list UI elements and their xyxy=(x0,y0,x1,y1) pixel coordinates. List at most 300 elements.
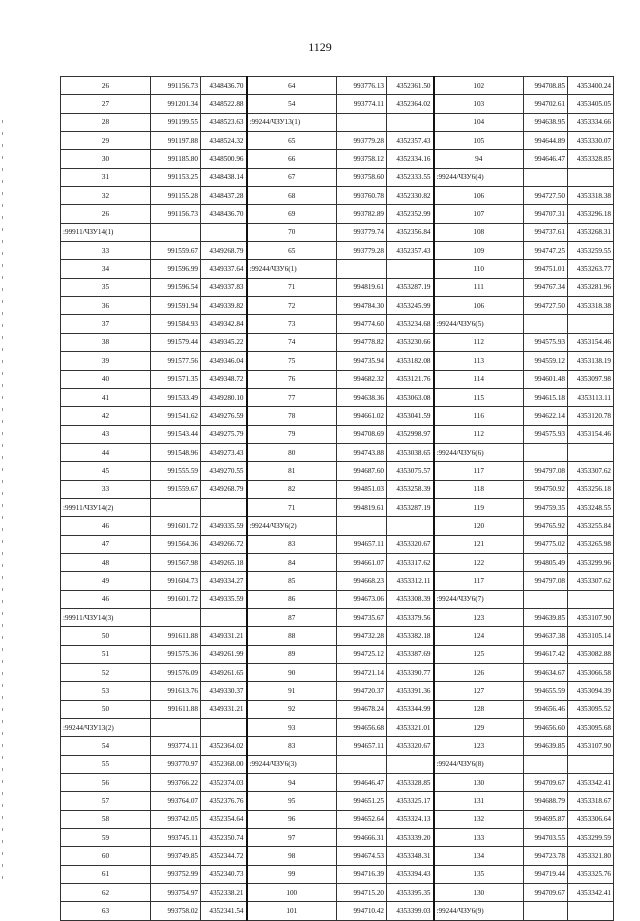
table-row xyxy=(61,645,614,663)
x-coordinate-cell: 993776.13 xyxy=(337,77,387,95)
point-number-cell: 47 xyxy=(61,535,151,553)
point-number-cell: 131 xyxy=(434,792,524,810)
table-row xyxy=(61,627,614,645)
point-number-cell: 32 xyxy=(61,187,151,205)
parcel-label: :99244/ЧЗУ6(9) xyxy=(434,902,524,920)
x-coordinate-cell: 994651.25 xyxy=(337,792,387,810)
x-coordinate-cell: 991596.54 xyxy=(151,278,201,296)
x-coordinate-cell: 991185.80 xyxy=(151,150,201,168)
y-coordinate-cell: 4349266.72 xyxy=(201,535,247,553)
y-coordinate-cell xyxy=(201,608,247,626)
x-coordinate-cell: 994720.37 xyxy=(337,682,387,700)
y-coordinate-cell: 4353038.65 xyxy=(387,443,434,461)
x-coordinate-cell: 994652.64 xyxy=(337,810,387,828)
table-row xyxy=(61,278,614,296)
y-coordinate-cell: 4353382.18 xyxy=(387,627,434,645)
point-number-cell: 81 xyxy=(247,462,337,480)
x-coordinate-cell: 991584.93 xyxy=(151,315,201,333)
table-row xyxy=(61,315,614,333)
point-number-cell: 130 xyxy=(434,884,524,902)
x-coordinate-cell: 993779.74 xyxy=(337,223,387,241)
y-coordinate-cell: 4349337.64 xyxy=(201,260,247,278)
y-coordinate-cell: 4353255.84 xyxy=(568,517,614,535)
x-coordinate-cell: 994637.38 xyxy=(524,627,568,645)
point-number-cell: 74 xyxy=(247,333,337,351)
y-coordinate-cell: 4353281.96 xyxy=(568,278,614,296)
point-number-cell: 43 xyxy=(61,425,151,443)
point-number-cell: 83 xyxy=(247,535,337,553)
point-number-cell: 51 xyxy=(61,645,151,663)
x-coordinate-cell: 991601.72 xyxy=(151,590,201,608)
x-coordinate-cell: 994710.42 xyxy=(337,902,387,920)
point-number-cell: 115 xyxy=(434,388,524,406)
x-coordinate-cell: 994703.55 xyxy=(524,829,568,847)
y-coordinate-cell: 4352364.02 xyxy=(387,95,434,113)
point-number-cell: 39 xyxy=(61,352,151,370)
table-row xyxy=(61,113,614,131)
x-coordinate-cell: 993749.85 xyxy=(151,847,201,865)
y-coordinate-cell: 4353259.55 xyxy=(568,242,614,260)
point-number-cell: 67 xyxy=(247,168,337,186)
y-coordinate-cell: 4353312.11 xyxy=(387,572,434,590)
y-coordinate-cell: 4352338.21 xyxy=(201,884,247,902)
y-coordinate-cell: 4353318.67 xyxy=(568,792,614,810)
point-number-cell: 60 xyxy=(61,847,151,865)
y-coordinate-cell: 4349261.65 xyxy=(201,664,247,682)
x-coordinate-cell: 994638.36 xyxy=(337,388,387,406)
x-coordinate-cell: 994638.95 xyxy=(524,113,568,131)
point-number-cell: 121 xyxy=(434,535,524,553)
x-coordinate-cell: 991555.59 xyxy=(151,462,201,480)
table-row xyxy=(61,462,614,480)
x-coordinate-cell: 994615.18 xyxy=(524,388,568,406)
y-coordinate-cell: 4348436.70 xyxy=(201,205,247,223)
point-number-cell: 57 xyxy=(61,792,151,810)
point-number-cell: 80 xyxy=(247,443,337,461)
y-coordinate-cell xyxy=(568,168,614,186)
point-number-cell: 33 xyxy=(61,480,151,498)
y-coordinate-cell: 4352354.64 xyxy=(201,810,247,828)
x-coordinate-cell: 994819.61 xyxy=(337,278,387,296)
y-coordinate-cell: 4353154.46 xyxy=(568,333,614,351)
y-coordinate-cell: 4353107.90 xyxy=(568,608,614,626)
y-coordinate-cell: 4353121.76 xyxy=(387,370,434,388)
x-coordinate-cell: 994750.92 xyxy=(524,480,568,498)
y-coordinate-cell: 4352340.73 xyxy=(201,865,247,883)
table-row xyxy=(61,682,614,700)
x-coordinate-cell: 993766.22 xyxy=(151,774,201,792)
x-coordinate-cell: 994673.06 xyxy=(337,590,387,608)
x-coordinate-cell: 991571.35 xyxy=(151,370,201,388)
point-number-cell: 126 xyxy=(434,664,524,682)
y-coordinate-cell xyxy=(568,443,614,461)
table-row xyxy=(61,95,614,113)
parcel-label: :99911/ЧЗУ14(2) xyxy=(61,498,151,516)
y-coordinate-cell: 4353317.62 xyxy=(387,553,434,571)
y-coordinate-cell: 4353342.41 xyxy=(568,774,614,792)
point-number-cell: 84 xyxy=(247,553,337,571)
x-coordinate-cell xyxy=(524,443,568,461)
parcel-label: :99244/ЧЗУ6(3) xyxy=(247,755,337,773)
y-coordinate-cell: 4353041.59 xyxy=(387,407,434,425)
x-coordinate-cell: 993779.28 xyxy=(337,242,387,260)
y-coordinate-cell: 4353399.03 xyxy=(387,902,434,920)
x-coordinate-cell: 991577.56 xyxy=(151,352,201,370)
y-coordinate-cell: 4352333.55 xyxy=(387,168,434,186)
point-number-cell: 89 xyxy=(247,645,337,663)
y-coordinate-cell: 4353379.56 xyxy=(387,608,434,626)
parcel-label: :99244/ЧЗУ13(1) xyxy=(247,113,337,131)
point-number-cell: 134 xyxy=(434,847,524,865)
parcel-label: :99244/ЧЗУ13(2) xyxy=(61,719,151,737)
scan-edge-mark xyxy=(2,120,3,880)
point-number-cell: 123 xyxy=(434,737,524,755)
point-number-cell: 27 xyxy=(61,95,151,113)
point-number-cell: 56 xyxy=(61,774,151,792)
point-number-cell: 33 xyxy=(61,242,151,260)
y-coordinate-cell xyxy=(201,223,247,241)
point-number-cell: 78 xyxy=(247,407,337,425)
point-number-cell: 93 xyxy=(247,719,337,737)
x-coordinate-cell xyxy=(524,315,568,333)
y-coordinate-cell: 4348524.32 xyxy=(201,132,247,150)
x-coordinate-cell: 994709.67 xyxy=(524,774,568,792)
x-coordinate-cell: 993782.89 xyxy=(337,205,387,223)
y-coordinate-cell: 4353328.85 xyxy=(568,150,614,168)
y-coordinate-cell: 4353339.20 xyxy=(387,829,434,847)
x-coordinate-cell: 994732.28 xyxy=(337,627,387,645)
table-row xyxy=(61,150,614,168)
y-coordinate-cell xyxy=(568,590,614,608)
x-coordinate-cell: 994737.61 xyxy=(524,223,568,241)
point-number-cell: 40 xyxy=(61,370,151,388)
point-number-cell: 117 xyxy=(434,572,524,590)
y-coordinate-cell: 4353095.68 xyxy=(568,719,614,737)
x-coordinate-cell: 994634.67 xyxy=(524,664,568,682)
x-coordinate-cell: 994674.53 xyxy=(337,847,387,865)
point-number-cell: 64 xyxy=(247,77,337,95)
x-coordinate-cell: 994747.25 xyxy=(524,242,568,260)
y-coordinate-cell: 4352361.50 xyxy=(387,77,434,95)
y-coordinate-cell: 4353095.52 xyxy=(568,700,614,718)
y-coordinate-cell xyxy=(387,517,434,535)
x-coordinate-cell: 991576.09 xyxy=(151,664,201,682)
point-number-cell: 28 xyxy=(61,113,151,131)
point-number-cell: 109 xyxy=(434,242,524,260)
x-coordinate-cell: 994661.02 xyxy=(337,407,387,425)
y-coordinate-cell: 4348522.88 xyxy=(201,95,247,113)
point-number-cell: 94 xyxy=(434,150,524,168)
point-number-cell: 91 xyxy=(247,682,337,700)
y-coordinate-cell xyxy=(568,755,614,773)
y-coordinate-cell: 4349339.82 xyxy=(201,297,247,315)
table-row xyxy=(61,810,614,828)
point-number-cell: 127 xyxy=(434,682,524,700)
y-coordinate-cell: 4352330.82 xyxy=(387,187,434,205)
point-number-cell: 38 xyxy=(61,333,151,351)
point-number-cell: 102 xyxy=(434,77,524,95)
y-coordinate-cell: 4353318.38 xyxy=(568,297,614,315)
y-coordinate-cell: 4349342.84 xyxy=(201,315,247,333)
point-number-cell: 65 xyxy=(247,242,337,260)
point-number-cell: 31 xyxy=(61,168,151,186)
y-coordinate-cell: 4348500.96 xyxy=(201,150,247,168)
table-row xyxy=(61,572,614,590)
y-coordinate-cell: 4352374.03 xyxy=(201,774,247,792)
point-number-cell: 46 xyxy=(61,590,151,608)
point-number-cell: 106 xyxy=(434,297,524,315)
y-coordinate-cell: 4353082.88 xyxy=(568,645,614,663)
x-coordinate-cell xyxy=(337,113,387,131)
x-coordinate-cell: 994644.89 xyxy=(524,132,568,150)
table-row xyxy=(61,77,614,95)
point-number-cell: 128 xyxy=(434,700,524,718)
point-number-cell: 100 xyxy=(247,884,337,902)
x-coordinate-cell: 994666.31 xyxy=(337,829,387,847)
y-coordinate-cell: 4353248.55 xyxy=(568,498,614,516)
y-coordinate-cell: 4348437.28 xyxy=(201,187,247,205)
y-coordinate-cell: 4353334.66 xyxy=(568,113,614,131)
y-coordinate-cell: 4353325.76 xyxy=(568,865,614,883)
parcel-label: :99244/ЧЗУ6(1) xyxy=(247,260,337,278)
y-coordinate-cell: 4349337.83 xyxy=(201,278,247,296)
point-number-cell: 108 xyxy=(434,223,524,241)
x-coordinate-cell: 991611.88 xyxy=(151,700,201,718)
y-coordinate-cell: 4352368.00 xyxy=(201,755,247,773)
x-coordinate-cell: 994721.14 xyxy=(337,664,387,682)
y-coordinate-cell: 4353400.24 xyxy=(568,77,614,95)
x-coordinate-cell: 994719.44 xyxy=(524,865,568,883)
x-coordinate-cell: 994805.49 xyxy=(524,553,568,571)
x-coordinate-cell: 994688.79 xyxy=(524,792,568,810)
y-coordinate-cell: 4353265.98 xyxy=(568,535,614,553)
x-coordinate-cell: 993779.28 xyxy=(337,132,387,150)
x-coordinate-cell: 991533.49 xyxy=(151,388,201,406)
point-number-cell: 77 xyxy=(247,388,337,406)
x-coordinate-cell: 994707.31 xyxy=(524,205,568,223)
point-number-cell: 48 xyxy=(61,553,151,571)
point-number-cell: 34 xyxy=(61,260,151,278)
y-coordinate-cell: 4353318.38 xyxy=(568,187,614,205)
point-number-cell: 58 xyxy=(61,810,151,828)
y-coordinate-cell: 4348436.70 xyxy=(201,77,247,95)
x-coordinate-cell: 994774.60 xyxy=(337,315,387,333)
y-coordinate-cell: 4349276.59 xyxy=(201,407,247,425)
y-coordinate-cell: 4353391.36 xyxy=(387,682,434,700)
point-number-cell: 69 xyxy=(247,205,337,223)
table-row xyxy=(61,700,614,718)
parcel-label: :99244/ЧЗУ6(7) xyxy=(434,590,524,608)
point-number-cell: 50 xyxy=(61,627,151,645)
parcel-label: :99244/ЧЗУ6(5) xyxy=(434,315,524,333)
x-coordinate-cell: 993758.02 xyxy=(151,902,201,920)
x-coordinate-cell: 991156.73 xyxy=(151,77,201,95)
y-coordinate-cell: 4353306.64 xyxy=(568,810,614,828)
x-coordinate-cell: 994639.85 xyxy=(524,737,568,755)
point-number-cell: 94 xyxy=(247,774,337,792)
y-coordinate-cell: 4353287.19 xyxy=(387,278,434,296)
x-coordinate-cell: 994657.11 xyxy=(337,535,387,553)
point-number-cell: 96 xyxy=(247,810,337,828)
x-coordinate-cell: 994778.82 xyxy=(337,333,387,351)
x-coordinate-cell: 994656.68 xyxy=(337,719,387,737)
x-coordinate-cell: 993774.11 xyxy=(151,737,201,755)
y-coordinate-cell: 4349268.79 xyxy=(201,480,247,498)
y-coordinate-cell: 4353154.46 xyxy=(568,425,614,443)
point-number-cell: 54 xyxy=(61,737,151,755)
point-number-cell: 53 xyxy=(61,682,151,700)
table-row xyxy=(61,829,614,847)
parcel-label: :99244/ЧЗУ6(2) xyxy=(247,517,337,535)
y-coordinate-cell: 4353138.19 xyxy=(568,352,614,370)
x-coordinate-cell: 993758.12 xyxy=(337,150,387,168)
y-coordinate-cell: 4353094.39 xyxy=(568,682,614,700)
x-coordinate-cell: 994559.12 xyxy=(524,352,568,370)
point-number-cell: 105 xyxy=(434,132,524,150)
x-coordinate-cell: 991548.96 xyxy=(151,443,201,461)
x-coordinate-cell: 991197.88 xyxy=(151,132,201,150)
table-row xyxy=(61,480,614,498)
x-coordinate-cell: 991559.67 xyxy=(151,480,201,498)
x-coordinate-cell: 994617.42 xyxy=(524,645,568,663)
point-number-cell: 110 xyxy=(434,260,524,278)
x-coordinate-cell: 993742.05 xyxy=(151,810,201,828)
parcel-label: :99244/ЧЗУ6(4) xyxy=(434,168,524,186)
y-coordinate-cell: 4353107.90 xyxy=(568,737,614,755)
y-coordinate-cell: 4352998.97 xyxy=(387,425,434,443)
table-row xyxy=(61,407,614,425)
table-row xyxy=(61,719,614,737)
y-coordinate-cell: 4349275.79 xyxy=(201,425,247,443)
y-coordinate-cell: 4353325.17 xyxy=(387,792,434,810)
point-number-cell: 59 xyxy=(61,829,151,847)
x-coordinate-cell: 994708.85 xyxy=(524,77,568,95)
point-number-cell: 117 xyxy=(434,462,524,480)
y-coordinate-cell: 4353405.05 xyxy=(568,95,614,113)
y-coordinate-cell: 4352356.84 xyxy=(387,223,434,241)
x-coordinate-cell: 994765.92 xyxy=(524,517,568,535)
table-row xyxy=(61,132,614,150)
point-number-cell: 82 xyxy=(247,480,337,498)
x-coordinate-cell: 994702.61 xyxy=(524,95,568,113)
point-number-cell: 122 xyxy=(434,553,524,571)
point-number-cell: 132 xyxy=(434,810,524,828)
x-coordinate-cell: 993774.11 xyxy=(337,95,387,113)
x-coordinate-cell xyxy=(337,260,387,278)
point-number-cell: 103 xyxy=(434,95,524,113)
y-coordinate-cell: 4353321.80 xyxy=(568,847,614,865)
point-number-cell: 85 xyxy=(247,572,337,590)
x-coordinate-cell: 991541.62 xyxy=(151,407,201,425)
y-coordinate-cell: 4353234.68 xyxy=(387,315,434,333)
x-coordinate-cell: 994575.93 xyxy=(524,425,568,443)
point-number-cell: 54 xyxy=(247,95,337,113)
table-row xyxy=(61,517,614,535)
point-number-cell: 29 xyxy=(61,132,151,150)
point-number-cell: 120 xyxy=(434,517,524,535)
x-coordinate-cell: 993752.99 xyxy=(151,865,201,883)
x-coordinate-cell: 994727.50 xyxy=(524,187,568,205)
x-coordinate-cell: 991567.98 xyxy=(151,553,201,571)
point-number-cell: 95 xyxy=(247,792,337,810)
point-number-cell: 50 xyxy=(61,700,151,718)
y-coordinate-cell: 4353308.39 xyxy=(387,590,434,608)
point-number-cell: 71 xyxy=(247,498,337,516)
point-number-cell: 86 xyxy=(247,590,337,608)
point-number-cell: 61 xyxy=(61,865,151,883)
x-coordinate-cell: 994784.30 xyxy=(337,297,387,315)
point-number-cell: 73 xyxy=(247,315,337,333)
y-coordinate-cell: 4353328.85 xyxy=(387,774,434,792)
x-coordinate-cell: 991591.94 xyxy=(151,297,201,315)
x-coordinate-cell: 994622.14 xyxy=(524,407,568,425)
point-number-cell: 116 xyxy=(434,407,524,425)
parcel-label: :99244/ЧЗУ6(8) xyxy=(434,755,524,773)
y-coordinate-cell: 4353230.66 xyxy=(387,333,434,351)
point-number-cell: 130 xyxy=(434,774,524,792)
table-row xyxy=(61,792,614,810)
x-coordinate-cell: 994775.02 xyxy=(524,535,568,553)
y-coordinate-cell: 4349280.10 xyxy=(201,388,247,406)
x-coordinate-cell: 991596.99 xyxy=(151,260,201,278)
table-row xyxy=(61,333,614,351)
point-number-cell: 35 xyxy=(61,278,151,296)
table-row xyxy=(61,223,614,241)
x-coordinate-cell: 993758.60 xyxy=(337,168,387,186)
y-coordinate-cell: 4349348.72 xyxy=(201,370,247,388)
table-row xyxy=(61,865,614,883)
y-coordinate-cell xyxy=(568,902,614,920)
x-coordinate-cell: 994656.46 xyxy=(524,700,568,718)
y-coordinate-cell: 4353113.11 xyxy=(568,388,614,406)
point-number-cell: 97 xyxy=(247,829,337,847)
point-number-cell: 104 xyxy=(434,113,524,131)
y-coordinate-cell: 4353394.43 xyxy=(387,865,434,883)
table-row xyxy=(61,498,614,516)
y-coordinate-cell: 4353387.69 xyxy=(387,645,434,663)
y-coordinate-cell: 4353342.41 xyxy=(568,884,614,902)
x-coordinate-cell: 994646.47 xyxy=(337,774,387,792)
table-row xyxy=(61,664,614,682)
table-row xyxy=(61,425,614,443)
point-number-cell: 83 xyxy=(247,737,337,755)
x-coordinate-cell: 991155.28 xyxy=(151,187,201,205)
point-number-cell: 133 xyxy=(434,829,524,847)
x-coordinate-cell: 994661.07 xyxy=(337,553,387,571)
y-coordinate-cell xyxy=(387,260,434,278)
y-coordinate-cell: 4353066.58 xyxy=(568,664,614,682)
parcel-label: :99911/ЧЗУ14(3) xyxy=(61,608,151,626)
y-coordinate-cell: 4352357.43 xyxy=(387,132,434,150)
point-number-cell: 113 xyxy=(434,352,524,370)
x-coordinate-cell: 994715.20 xyxy=(337,884,387,902)
table-row xyxy=(61,847,614,865)
x-coordinate-cell: 994735.94 xyxy=(337,352,387,370)
x-coordinate-cell: 993770.97 xyxy=(151,755,201,773)
point-number-cell: 90 xyxy=(247,664,337,682)
table-row xyxy=(61,370,614,388)
parcel-label: :99244/ЧЗУ6(6) xyxy=(434,443,524,461)
y-coordinate-cell: 4353256.18 xyxy=(568,480,614,498)
table-row xyxy=(61,260,614,278)
point-number-cell: 119 xyxy=(434,498,524,516)
y-coordinate-cell: 4352352.99 xyxy=(387,205,434,223)
x-coordinate-cell: 994751.01 xyxy=(524,260,568,278)
x-coordinate-cell: 993745.11 xyxy=(151,829,201,847)
y-coordinate-cell xyxy=(387,755,434,773)
y-coordinate-cell: 4349265.18 xyxy=(201,553,247,571)
x-coordinate-cell: 991199.55 xyxy=(151,113,201,131)
